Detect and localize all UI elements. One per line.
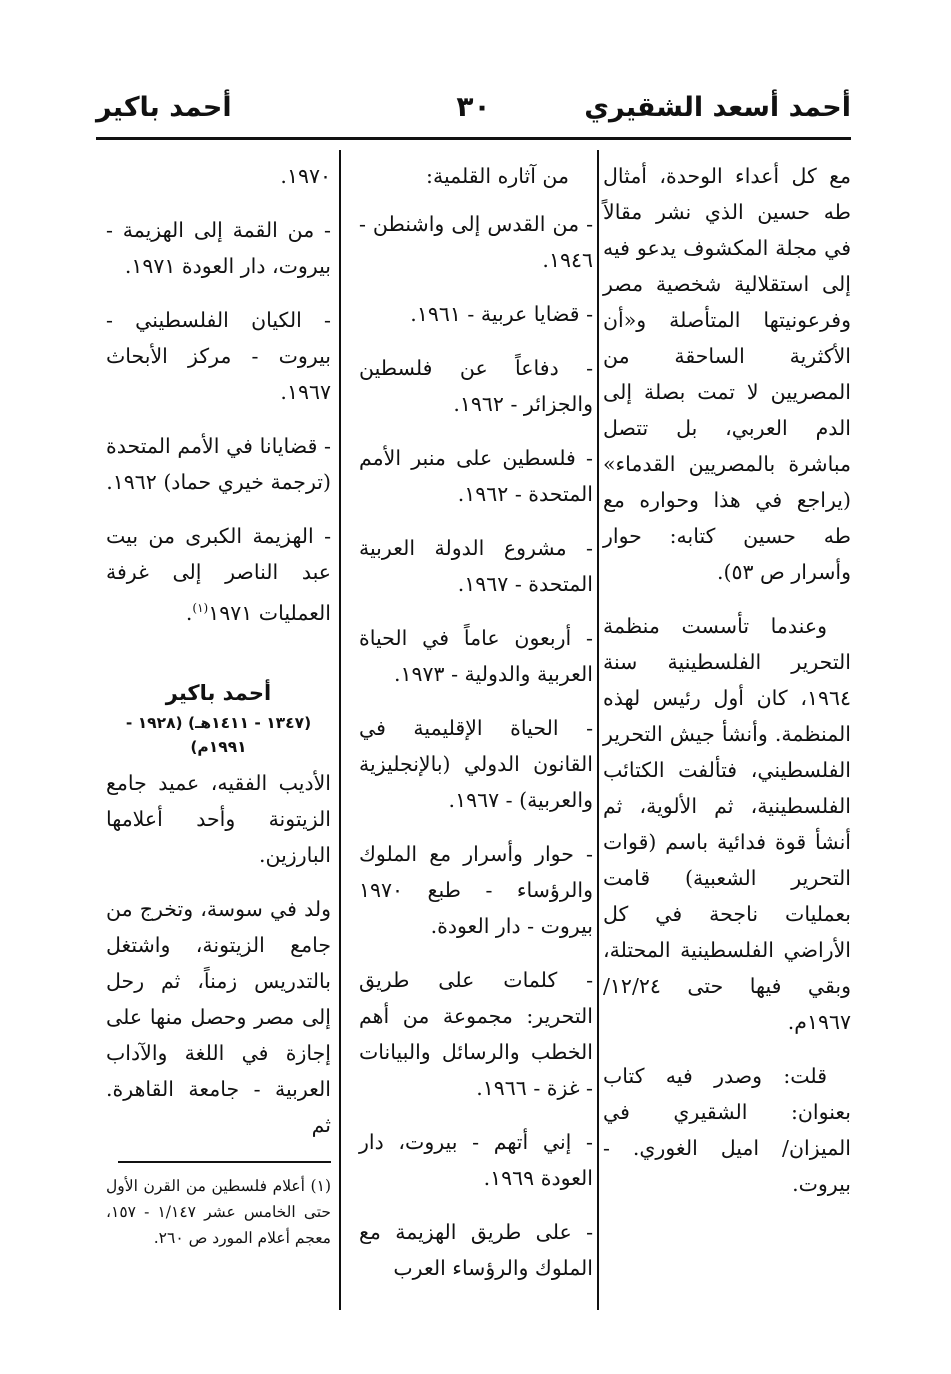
column-left (106, 158, 331, 1324)
footnote: (١) أعلام فلسطين من القرن الأول حتى الخامس عشر ١/١٤٧ - ١٥٧، معجم أعلام المورد ص ٢٦٠. (106, 1176, 331, 1247)
paragraph: قلت: وصدر فيه كتاب بعنوان: الشقيري في الميزان/ اميل الغوري. - بيروت. (603, 1064, 851, 1196)
list-item: ١٩٧٠. (280, 164, 331, 188)
list-item: - مشروع الدولة العربية المتحدة - ١٩٦٧. (359, 536, 593, 596)
column-right (603, 158, 851, 1324)
footnote-reference: (١) (192, 601, 209, 615)
footnote-rule (118, 1161, 331, 1163)
list-item: - من القمة إلى الهزيمة - بيروت، دار العودة ١٩٧١. (106, 218, 331, 278)
list-item: - أربعون عاماً في الحياة العربية والدولية - ١٩٧٣. (359, 626, 593, 686)
paragraph: وعندما تأسست منظمة التحرير الفلسطينية سنة ١٩٦٤، كان أول رئيس لهذه المنظمة. وأنشأ جيش التحرير الفلسطيني، فتألفت الكتائب الفلسطينية، ثم الألوية، ثم أنشأ قوة فدائية باسم (قوات التحرير الشعبية) قامت بعمليات ناجحة في كل الأراضي الفلسطينية المحتلة، وبقي فيها حتى ١٢/٢٤/ ١٩٦٧م. (603, 614, 851, 1034)
paragraph: الأديب الفقيه، عميد جامع الزيتونة وأحد أعلامها البارزين. (106, 770, 331, 867)
biography-title: أحمد باكير (165, 680, 272, 705)
list-item: - قضايا عربية - ١٩٦١. (410, 302, 593, 326)
list-item-text: - الهزيمة الكبرى من بيت عبد الناصر إلى غرفة العمليات ١٩٧١ (106, 524, 331, 625)
running-title-left: أحمد باكير (96, 92, 232, 123)
page-number: ٣٠ (456, 90, 491, 123)
list-item: - الهزيمة الكبرى من بيت عبد الناصر إلى غرفة العمليات ١٩٧١$^{(١)}$. (106, 524, 331, 625)
list-item: - الحياة الإقليمية في القانون الدولي (بالإنجليزية والعربية) - ١٩٦٧. (359, 716, 593, 812)
paragraph: مع كل أعداء الوحدة، أمثال طه حسين الذي نشر مقالاً في مجلة المكشوف يدعو فيه إلى استقلالية شخصية مصر وفرعونيتها المتأصلة و«أن الأكثرية الساحقة من المصريين لا تمت بصلة إلى الدم العربي، بل تتصل مباشرة بالمصريين القدماء» (يراجع في هذا وحواره مع طه حسين كتابه: حوار وأسرار ص ٥٣). (603, 164, 851, 584)
section-heading: من آثاره القلمية: (426, 164, 569, 188)
header-rule (96, 137, 851, 140)
list-item: - من القدس إلى واشنطن - ١٩٤٦. (359, 212, 593, 272)
column-divider (597, 150, 599, 1310)
list-item: - كلمات على طريق التحرير: مجموعة من أهم الخطب والرسائل والبيانات - غزة - ١٩٦٦. (359, 968, 593, 1100)
list-item: - حوار وأسرار مع الملوك والرؤساء - طبع ١٩٧٠ بيروت - دار العودة. (359, 842, 593, 938)
list-item: - فلسطين على منبر الأمم المتحدة - ١٩٦٢. (359, 446, 593, 506)
page-header (96, 86, 851, 132)
paragraph: ولد في سوسة، وتخرج من جامع الزيتونة، واشتغل بالتدريس زمناً، ثم رحل إلى مصر وحصل منها على إجازة في اللغة والآداب العربية - جامعة القاهرة. ثم (106, 896, 331, 1137)
biography-dates: (١٣٤٧ - ١٤١١هـ) (١٩٢٨ - ١٩٩١م) (125, 713, 312, 756)
list-item: - دفاعاً عن فلسطين والجزائر - ١٩٦٢. (359, 356, 593, 416)
list-item: - الكيان الفلسطيني - بيروت - مركز الأبحاث ١٩٦٧. (106, 308, 331, 404)
running-title-right: أحمد أسعد الشقيري (584, 92, 851, 123)
list-item: - إني أتهم - بيروت، دار العودة ١٩٦٩. (359, 1130, 593, 1190)
list-item: - على طريق الهزيمة مع الملوك والرؤساء العرب (359, 1220, 593, 1280)
list-item: - قضايانا في الأمم المتحدة (ترجمة خيري حماد) ١٩٦٢. (106, 434, 331, 494)
column-divider (339, 150, 341, 1310)
column-middle (359, 158, 593, 1324)
